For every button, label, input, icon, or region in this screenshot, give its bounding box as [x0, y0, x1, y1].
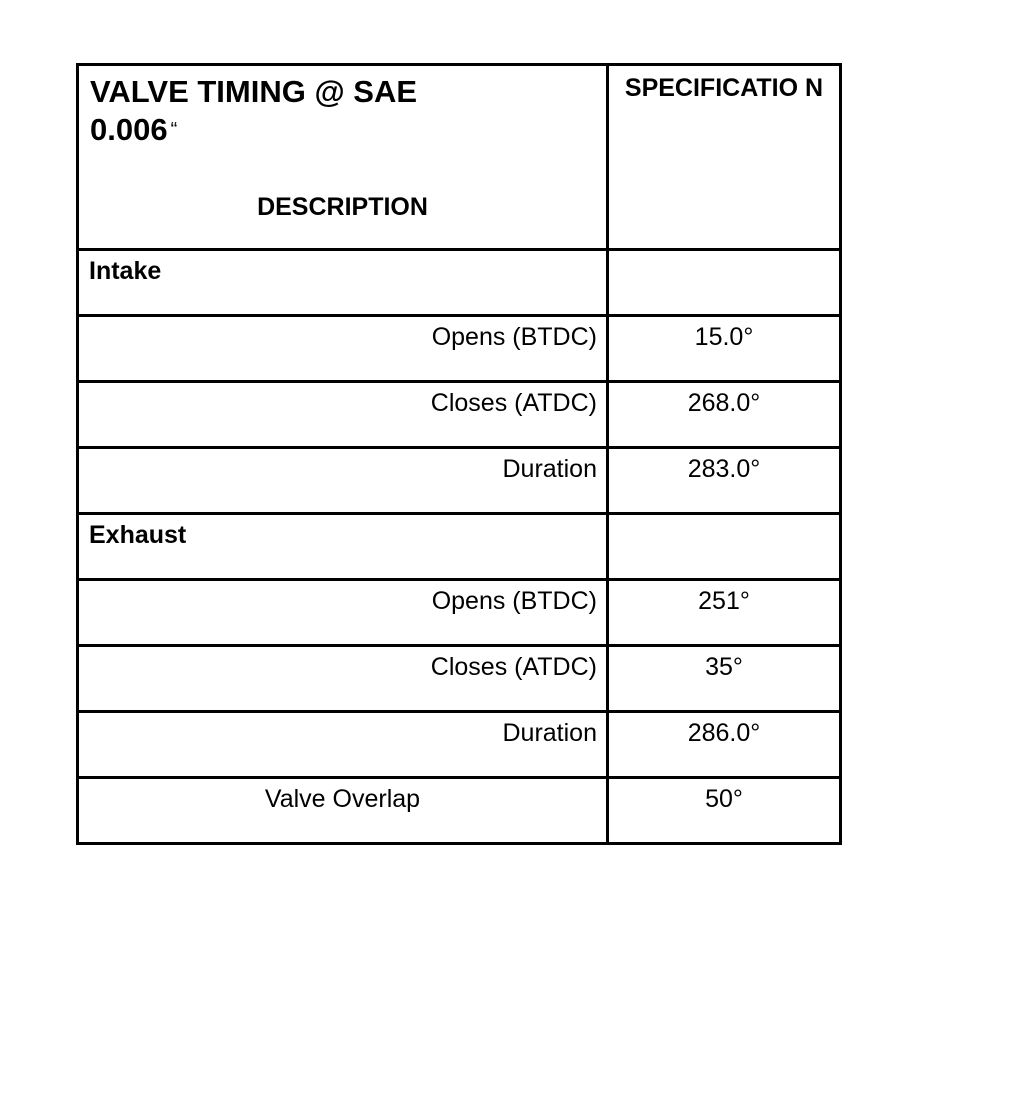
row-label-cell — [78, 250, 608, 316]
item-label-valve-overlap: Valve Overlap — [264, 785, 421, 813]
spec-value: 15.0° — [694, 323, 754, 351]
table-header-row — [78, 65, 841, 250]
row-value-cell — [608, 448, 841, 514]
row-label-cell — [78, 382, 608, 448]
row-value-cell — [608, 712, 841, 778]
table-row — [78, 250, 841, 316]
item-label: Duration — [502, 719, 597, 747]
table-row — [78, 514, 841, 580]
inch-mark: “ — [170, 119, 178, 141]
row-value-cell — [608, 778, 841, 844]
specification-column-header: SPECIFICATIO N — [624, 74, 824, 102]
row-label-cell — [78, 448, 608, 514]
row-label-cell — [78, 514, 608, 580]
row-value-cell — [608, 316, 841, 382]
valve-timing-table — [76, 63, 842, 845]
table-title-line2: 0.006 — [90, 112, 168, 147]
spec-value: 35° — [705, 653, 743, 681]
row-label-cell — [78, 646, 608, 712]
item-label: Closes (ATDC) — [430, 389, 597, 417]
row-value-cell — [608, 514, 841, 580]
item-label: Opens (BTDC) — [431, 587, 597, 615]
item-label: Duration — [502, 455, 597, 483]
spec-value: 50° — [705, 785, 743, 813]
section-label-exhaust: Exhaust — [89, 521, 187, 549]
row-label-cell — [78, 580, 608, 646]
spec-value — [609, 515, 839, 521]
row-label-cell — [78, 712, 608, 778]
table-row — [78, 448, 841, 514]
section-label-intake: Intake — [89, 257, 162, 285]
row-label-cell — [78, 316, 608, 382]
table-row — [78, 316, 841, 382]
spec-value: 251° — [698, 587, 750, 615]
table-row — [78, 382, 841, 448]
item-label: Closes (ATDC) — [430, 653, 597, 681]
row-value-cell — [608, 250, 841, 316]
description-header-cell — [78, 65, 608, 250]
table-title-line1: VALVE TIMING @ SAE — [90, 74, 418, 109]
table-row — [78, 712, 841, 778]
table-title — [79, 66, 606, 149]
spec-value: 286.0° — [687, 719, 761, 747]
spec-value: 268.0° — [687, 389, 761, 417]
spec-value: 283.0° — [687, 455, 761, 483]
row-value-cell — [608, 382, 841, 448]
specification-header-cell — [608, 65, 841, 250]
table-row — [78, 580, 841, 646]
row-value-cell — [608, 580, 841, 646]
spec-value — [609, 251, 839, 257]
table-row — [78, 778, 841, 844]
row-label-cell — [78, 778, 608, 844]
table-row — [78, 646, 841, 712]
row-value-cell — [608, 646, 841, 712]
description-column-header: DESCRIPTION — [257, 193, 428, 221]
item-label: Opens (BTDC) — [431, 323, 597, 351]
